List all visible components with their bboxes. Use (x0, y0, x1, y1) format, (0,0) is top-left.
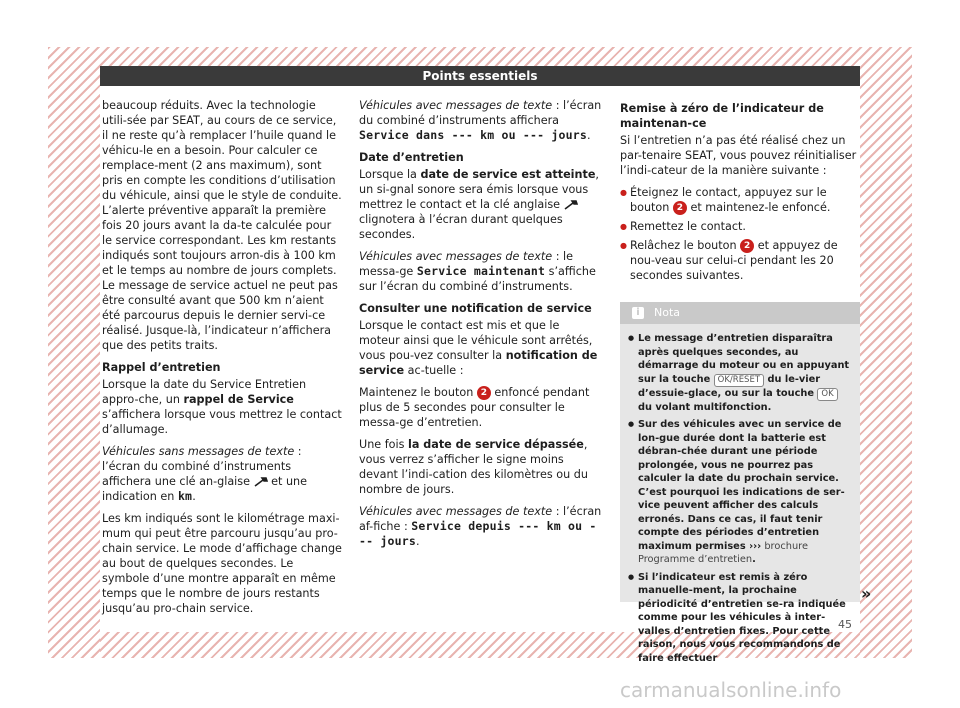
hatch-border-right (860, 47, 912, 658)
ok-reset-key: OK/RESET (714, 374, 764, 387)
list-item: ● Le message d’entretien disparaîtra après quelques secondes, au démarrage du moteur ou en appuyant sur la touche OK/RESET du le-vier d’essuie-glace, ou sur la touche OK du volant multifonction. (628, 332, 852, 414)
note-header (620, 302, 860, 324)
button-2-badge: 2 (477, 386, 491, 400)
column-1 (102, 98, 342, 623)
km-paragraph: Les km indiqués sont le kilométrage maxi-mum qui peut être parcouru jusqu’au pro-chain service. Le mode d’affichage change au bout de quelques secondes. Le symbole d’une montre apparaît en même temps que le nombre de jours restants jusqu’au pro-chain service. (102, 512, 342, 615)
hatch-border-top (48, 47, 912, 66)
cross-reference-arrow: ››› (749, 540, 762, 552)
hatch-border-left (48, 47, 100, 658)
heading-date: Date d’entretien (359, 151, 464, 164)
wrench-icon (564, 200, 578, 210)
continue-arrow: » (861, 584, 872, 603)
depuis-paragraph: Véhicules avec messages de texte : l’écran af-fiche : Service depuis --- km ou --- jours. (359, 505, 602, 548)
heading-rappel: Rappel d’entretien (102, 361, 221, 374)
button-2-badge: 2 (740, 239, 754, 253)
section-header: Points essentiels (100, 66, 860, 86)
list-item: ● Si l’indicateur est remis à zéro manuelle-ment, la prochaine périodicité d’entretien se-ra indiquée comme pour les véhicules à inter-valles d’entretien fixes. Pour cette raison, nous vous recommandons de faire effectuer (628, 571, 852, 666)
rappel-paragraph: Lorsque la date du Service Entretien appro-che, un rappel de Service s’affichera lorsque vous mettrez le contact d’allumage. (102, 378, 342, 436)
avec-texte-paragraph: Véhicules avec messages de texte : l’écran du combiné d’instruments affichera Service dans --- km ou --- jours. (359, 99, 602, 142)
sans-texte-paragraph: Véhicules sans messages de texte : l’écran du combiné d’instruments affichera une clé an-glaise et une indication en km. (102, 445, 308, 503)
heading-consult: Consulter une notification de service (359, 302, 592, 315)
date-paragraph: Lorsque la date de service est atteinte, un si-gnal sonore sera émis lorsque vous mettrez le contact et la clé anglaise clignotera à l’écran durant quelques secondes. (359, 168, 599, 241)
list-item: ● Remettez le contact. (620, 219, 860, 234)
maintenant-paragraph: Véhicules avec messages de texte : le messa-ge Service maintenant s’affiche sur l’écran du combiné d’instruments. (359, 250, 596, 293)
heading-reset: Remise à zéro de l’indicateur de maintenan-ce (620, 102, 824, 130)
ok-key: OK (817, 388, 837, 401)
column-3 (620, 98, 860, 287)
page-number: 45 (838, 618, 852, 631)
list-item: ● Sur des véhicules avec un service de lon-gue durée dont la batterie est débran-chée durant une période prolongée, vous ne pourrez pas calculer la date du prochain service. C’est pourquoi les indications de ser-vice peuvent afficher des calculs erronés. Dans ce cas, il faut tenir compte des périodes d’entretien maximum permises ››› brochure Programme d’entretien. (628, 418, 852, 567)
reset-paragraph: Si l’entretien n’a pas été réalisé chez un par-tenaire SEAT, vous pouvez réinitialiser l’indi-cateur de la manière suivante : (620, 134, 857, 177)
intro-paragraph: beaucoup réduits. Avec la technologie utili-sée par SEAT, au cours de ce service, il ne reste qu’à remplacer l’huile quand le véhicu-le en a besoin. Pour calculer ce remplace-ment (2 ans maximum), sont pris en compte les conditions d’utilisation du véhicule, ainsi que le style de conduite. L’alerte préventive apparaît la première fois 20 jours avant la da-te calculée pour le service correspondant. Les km restants indiqués sont toujours arron-dis à 100 km et le temps au nombre de jours complets. Le message de service actuel ne peut pas être consulté avant que 500 km n’aient été parcourus depuis le dernier servi-ce réalisé. Jusque-là, l’indicateur n’affichera que des petits traits. (102, 99, 342, 352)
info-icon: i (632, 307, 644, 319)
button-2-badge: 2 (673, 201, 687, 215)
list-item: ● Éteignez le contact, appuyez sur le bouton 2 et maintenez-le enfoncé. (620, 185, 860, 215)
button-paragraph: Maintenez le bouton 2 enfoncé pendant plus de 5 secondes pour consulter le messa-ge d’entretien. (359, 386, 590, 429)
note-title: Nota (654, 306, 681, 319)
depassee-paragraph: Une fois la date de service dépassée, vous verrez s’afficher le signe moins devant l’indi-cation des kilomètres ou du nombre de jours. (359, 438, 588, 496)
reset-steps (620, 185, 860, 283)
column-2 (359, 98, 602, 556)
consult-paragraph: Lorsque le contact est mis et que le moteur ainsi que le véhicule sont arrêtés, vous pou-vez consulter la notification de service ac-tuelle : (359, 319, 598, 377)
note-body (620, 324, 860, 665)
wrench-icon (254, 477, 268, 487)
cross-reference-link[interactable]: brochure Programme d’entretien (638, 540, 808, 565)
list-item: ● Relâchez le bouton 2 et appuyez de nou-veau sur celui-ci pendant les 20 secondes suivantes. (620, 238, 860, 283)
watermark: carmanualsonline.info (620, 678, 842, 702)
